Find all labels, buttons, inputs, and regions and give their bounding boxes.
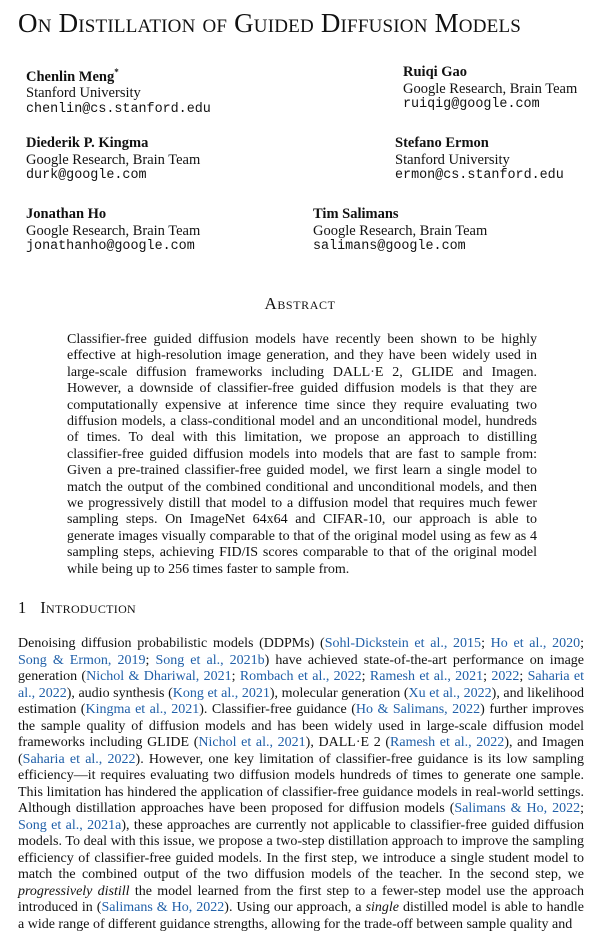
paper-title: On Distillation of Guided Diffusion Models [18,8,522,38]
author-affiliation: Stanford University [26,85,141,102]
body-text: ), these approaches are currently not applicable to classifier-free guided diffusion models. To deal with this issue, we propose a two-step distillation approach to improve the sampling efficiency of classifier-free guided models. In the first step, we introduce a single student model to match the combined output of the two diffusion models of the teacher. In the second step, we [18,817,584,882]
abstract-text: Classifier-free guided diffusion models have recently been shown to be highly effective at high-resolution image generation, and they have been widely used in large-scale diffusion frameworks including DALL·E 2, GLIDE and Imagen. However, a downside of classifier-free guided diffusion models is that they are computationally expensive at inference time since they require evaluating two diffusion models, a class-conditional model and an unconditional model, hundreds of times. To deal with this limitation, we propose an approach to distilling classifier-free guided diffusion models into models that are fast to sample from: Given a pre-trained classifier-free guided model, we first learn a single model to match the output of the combined conditional and unconditional models, and then we progressively distill that model to a diffusion model that requires much fewer sampling steps. On ImageNet 64x64 and CIFAR-10, our approach is able to generate images visually comparable to that of the original model using as few as 4 sampling steps, achieving FID/IS scores comparable to that of the original model while being up to 256 times faster to sample from. [67,332,537,577]
citation-link[interactable]: Ho & Salimans, 2022 [355,702,481,717]
body-text: ). Classifier-free guidance ( [199,702,356,717]
emphasis-text: single [365,900,400,915]
body-text: ) have achieved state-of-the-art performance on image generation ( [18,652,585,684]
body-text: ; [580,801,584,816]
author-block [395,135,564,185]
author-block [26,64,211,118]
citation-link[interactable]: Ramesh et al., 2021 [369,669,484,684]
body-text: ). However, one key limitation of classifier-free guidance is its low sampling efficiency—it requires evaluating two diffusion models hundreds of times to generate one sample. This limitation has hindered the application of classifier-free guidance models in real-world settings. Although distillation approaches have been proposed for diffusion models ( [18,751,584,816]
citation-link[interactable]: Kingma et al., 2021 [85,702,200,717]
body-text: ; [483,669,492,684]
introduction-paragraph [18,636,584,933]
author-name: Ruiqi Gao [403,64,468,80]
body-text: ; [519,669,528,684]
citation-link[interactable]: Salimans & Ho, 2022 [454,801,581,816]
citation-link[interactable]: Kong et al., 2021 [172,685,270,701]
author-affiliation: Google Research, Brain Team [403,80,578,97]
citation-link[interactable]: Salimans & Ho, 2022 [101,900,225,915]
author-name: Tim Salimans [313,206,399,222]
section-number: 1 [18,598,27,617]
body-text: ; [580,636,585,651]
author-email[interactable]: durk@google.com [26,168,147,183]
citation-link[interactable]: Ramesh et al., 2022 [390,735,505,750]
footnote-mark: * [114,67,119,77]
author-affiliation: Stanford University [395,151,510,168]
author-affiliation: Google Research, Brain Team [26,151,201,168]
citation-link[interactable]: Ho et al., 2020 [490,636,581,651]
author-affiliation: Google Research, Brain Team [313,222,488,239]
author-email[interactable]: jonathanho@google.com [26,239,195,254]
citation-link[interactable]: Rombach et al., 2022 [239,669,362,684]
body-text: ), and Imagen ( [18,735,584,767]
author-block [403,64,577,114]
body-text: ). Using our approach, a [224,900,366,915]
author-name: Jonathan Ho [26,206,107,222]
author-block [313,206,487,256]
citation-link[interactable]: Nichol & Dhariwal, 2021 [86,669,232,684]
section-heading [18,598,136,618]
author-email[interactable]: chenlin@cs.stanford.edu [26,101,211,117]
citation-link[interactable]: Saharia et al., 2022 [18,669,585,701]
author-block [26,135,200,185]
body-text: ) further improves the sample quality of diffusion models and has been widely used in large-scale diffusion model frameworks including GLIDE ( [18,702,584,750]
author-affiliation: Google Research, Brain Team [26,222,201,239]
body-text: ), molecular generation ( [269,685,409,701]
citation-link[interactable]: Sohl-Dickstein et al., 2015 [324,636,482,651]
body-text: distilled model is able to handle a wide range of different guidance strengths, allowing for the trade-off between sample quality and [18,900,585,932]
abstract-heading: Abstract [264,294,336,313]
body-text: ), and likelihood estimation ( [18,685,584,717]
author-email[interactable]: ruiqig@google.com [403,97,540,112]
body-text: ; [361,669,370,684]
author-name: Chenlin Meng* [26,67,119,85]
section-title: Introduction [40,598,137,617]
citation-link[interactable]: Nichol et al., 2021 [198,735,306,750]
author-name: Diederik P. Kingma [26,135,149,151]
body-text: ; [231,669,240,684]
citation-link[interactable]: Saharia et al., 2022 [22,751,136,767]
body-text: the model learned from the first step to a fewer-step model use the approach introduced in ( [18,883,584,915]
citation-link[interactable]: Xu et al., 2022 [408,685,492,701]
body-text: Denoising diffusion probabilistic models (DDPMs) ( [18,636,325,651]
citation-link[interactable]: Song et al., 2021b [155,652,265,668]
author-email[interactable]: ermon@cs.stanford.edu [395,168,564,183]
citation-link[interactable]: Song & Ermon, 2019 [18,652,146,668]
body-text: ; [481,636,491,651]
body-text: ), audio synthesis ( [66,685,173,701]
citation-link[interactable]: Song et al., 2021a [18,817,122,833]
body-text: ), DALL·E 2 ( [305,735,391,750]
author-name: Stefano Ermon [395,135,489,151]
citation-link[interactable]: 2022 [491,669,520,684]
body-text: ; [145,652,156,668]
emphasis-text: progressively distill [18,883,130,899]
author-email[interactable]: salimans@google.com [313,239,466,254]
author-block [26,206,200,256]
